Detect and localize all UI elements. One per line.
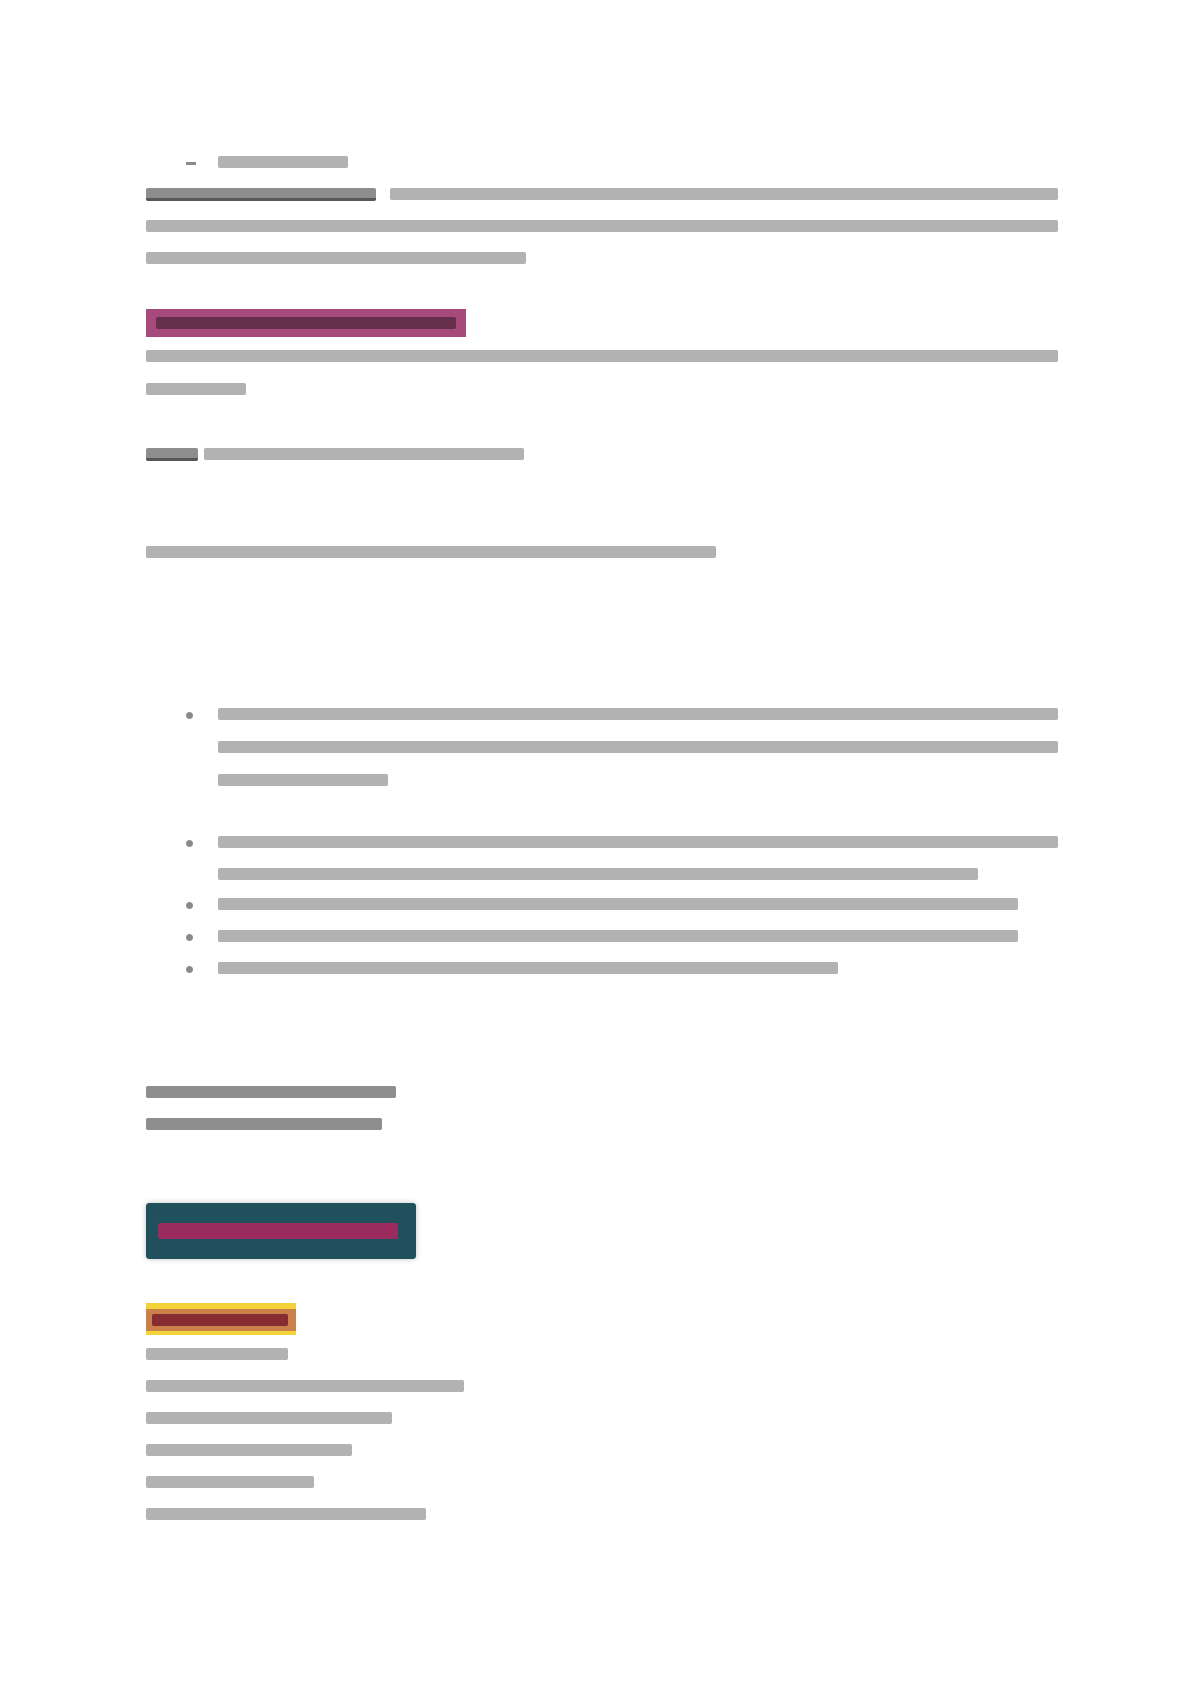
plain-line — [146, 1118, 382, 1130]
bullet-item — [218, 962, 838, 974]
banner-text — [158, 1223, 398, 1239]
banner — [146, 1203, 416, 1259]
list-item — [146, 1380, 464, 1392]
bullet-item — [218, 708, 1058, 720]
section-heading — [156, 317, 456, 329]
bullet-item — [218, 930, 1018, 942]
bullet-item-line — [218, 774, 388, 786]
sub-heading-text — [204, 448, 524, 460]
section-heading-highlight — [146, 309, 466, 337]
list-item — [146, 1476, 314, 1488]
bullet-item-line — [218, 868, 978, 880]
list-item — [146, 1412, 392, 1424]
bullet-item-line — [218, 741, 1058, 753]
bullet-dot — [186, 712, 193, 719]
sub-heading-term — [146, 448, 198, 461]
bullet-item — [218, 836, 1058, 848]
plain-line — [146, 1086, 396, 1098]
list-item — [146, 1444, 352, 1456]
para1-line — [390, 188, 1058, 200]
bullet-dot — [186, 966, 193, 973]
para2-line — [146, 350, 1058, 362]
bullet-item — [218, 898, 1018, 910]
para1-line — [146, 252, 526, 264]
standalone-line — [146, 546, 716, 558]
para2-line — [146, 383, 246, 395]
list-heading-highlight — [146, 1303, 296, 1335]
bullet-dot — [186, 840, 193, 847]
top-item-text — [218, 156, 348, 168]
bullet-dot — [186, 934, 193, 941]
para1-line — [146, 220, 1058, 232]
list-heading — [152, 1314, 288, 1326]
list-item — [146, 1348, 288, 1360]
para1-term — [146, 188, 376, 201]
list-dash — [186, 162, 196, 165]
bullet-dot — [186, 902, 193, 909]
list-item — [146, 1508, 426, 1520]
